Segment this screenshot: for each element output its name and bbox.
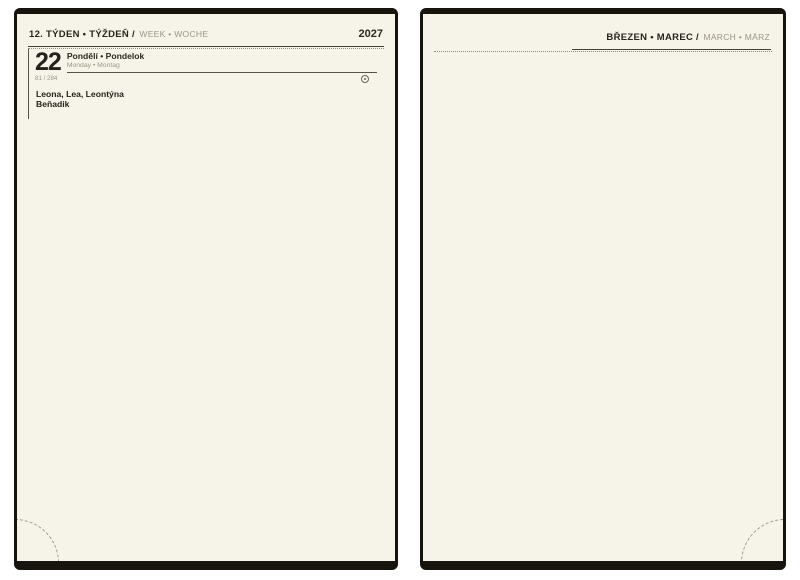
day-name-local: Pondělí • Pondelok [66, 51, 145, 61]
moon-phase-icon [361, 75, 369, 83]
left-page-header [28, 21, 384, 47]
entry-text: Leona, Lea, Leontýna [36, 89, 124, 99]
nameday-entries [35, 89, 377, 110]
entry-text: Beňadik [36, 99, 70, 110]
day-column-monday [28, 49, 384, 119]
month-title-local: BŘEZEN • MAREC / [606, 32, 699, 43]
corner-perforation-icon [14, 519, 59, 570]
corner-perforation-icon [741, 519, 786, 570]
week-title-intl: WEEK • WOCHE [139, 29, 209, 39]
day-number: 22 [35, 48, 61, 76]
right-day-columns [434, 51, 772, 52]
day-name-intl: Monday • Montag [66, 62, 120, 69]
week-title [29, 24, 208, 42]
right-page [420, 8, 786, 570]
day-meta-row [35, 73, 377, 84]
day-header-monday [28, 49, 377, 119]
right-page-header [434, 21, 772, 50]
day-of-year: 81 / 284 [35, 75, 58, 82]
nameday-line [36, 89, 377, 99]
day-header-top [35, 48, 377, 76]
day-name-block [67, 51, 377, 73]
left-page [14, 8, 398, 570]
year-label: 2027 [358, 28, 383, 40]
month-title-intl: MARCH • MÄRZ [703, 32, 770, 42]
nameday-line [36, 99, 377, 109]
week-title-local: 12. TÝDEN • TÝŽDEŇ / [29, 29, 135, 40]
left-day-columns [28, 48, 384, 119]
month-title [572, 24, 771, 50]
